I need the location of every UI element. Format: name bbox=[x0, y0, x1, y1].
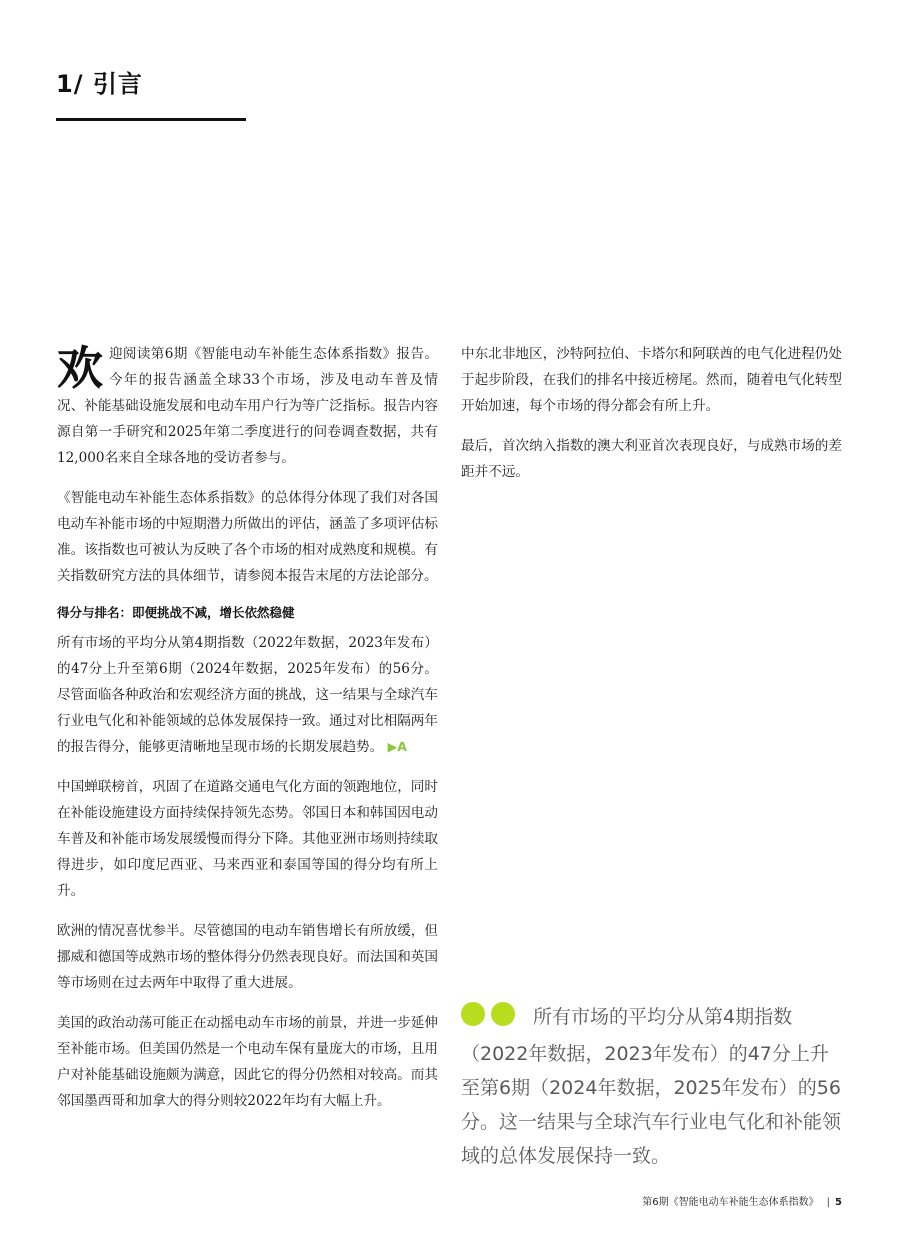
americas-paragraph: 美国的政治动荡可能正在动摇电动车市场的前景，并进一步延伸至补能市场。但美国仍然是一个电动车保有量庞大的市场，且用户对补能基础设施颇为满意，因此它的得分仍然相对较高。而其邻国墨西哥和加拿大的得分则较2022年均有大幅上升。 bbox=[57, 1015, 438, 1109]
pull-quote bbox=[461, 1000, 845, 1173]
section-title: 1/ 引言 bbox=[56, 70, 143, 98]
footer-separator: | bbox=[826, 1197, 831, 1208]
left-column bbox=[57, 341, 438, 1128]
scores-rankings-subheading: 得分与排名：即便挑战不减，增长依然稳健 bbox=[57, 605, 295, 620]
average-score-text: 所有市场的平均分从第4期指数（2022年数据，2023年发布）的47分上升至第6期（2024年数据，2025年发布）的56分。尽管面临各种政治和宏观经济方面的挑战，这一结果与全球汽车行业电气化和补能领域的总体发展保持一致。通过对比相隔两年的报告得分，能够更清晰地呈现市场的长期发展趋势。 bbox=[57, 635, 438, 755]
europe-paragraph: 欧洲的情况喜忧参半。尽管德国的电动车销售增长有所放缓，但挪威和德国等成熟市场的整体得分仍然表现良好。而法国和英国等市场则在过去两年中取得了重大进展。 bbox=[57, 923, 438, 991]
pull-quote-text: 所有市场的平均分从第4期指数（2022年数据，2023年发布）的47分上升至第6期（2024年数据，2025年发布）的56分。这一结果与全球汽车行业电气化和补能领域的总体发展保持一致。 bbox=[461, 1006, 842, 1167]
page-number: 5 bbox=[835, 1197, 842, 1208]
page-footer bbox=[642, 1193, 842, 1208]
footer-publication-title: 第6期《智能电动车补能生态体系指数》 bbox=[642, 1197, 819, 1208]
quote-mark-icon bbox=[461, 1002, 521, 1037]
average-score-paragraph bbox=[57, 630, 438, 760]
right-column bbox=[461, 341, 842, 499]
quote-dot-left bbox=[461, 1002, 485, 1026]
intro-text: 迎阅读第6期《智能电动车补能生态体系指数》报告。今年的报告涵盖全球33个市场，涉及电动车普及情况、补能基础设施发展和电动车用户行为等广泛指标。报告内容源自第一手研究和2025年第二季度进行的问卷调查数据，共有12,000名来自全球各地的受访者参与。 bbox=[57, 346, 438, 466]
intro-paragraph bbox=[57, 341, 438, 471]
mena-paragraph: 中东北非地区，沙特阿拉伯、卡塔尔和阿联酋的电气化进程仍处于起步阶段，在我们的排名中接近榜尾。然而，随着电气化转型开始加速，每个市场的得分都会有所上升。 bbox=[461, 346, 842, 414]
title-underline bbox=[56, 118, 246, 121]
index-overview-paragraph: 《智能电动车补能生态体系指数》的总体得分体现了我们对各国电动车补能市场的中短期潜力所做出的评估，涵盖了多项评估标准。该指数也可被认为反映了各个市场的相对成熟度和规模。有关指数研究方法的具体细节，请参阅本报告末尾的方法论部分。 bbox=[57, 490, 438, 584]
figure-a-reference-link[interactable]: ▶A bbox=[387, 739, 407, 754]
quote-dot-right bbox=[491, 1002, 515, 1026]
china-asia-paragraph: 中国蝉联榜首，巩固了在道路交通电气化方面的领跑地位，同时在补能设施建设方面持续保持领先态势。邻国日本和韩国因电动车普及和补能市场发展缓慢而得分下降。其他亚洲市场则持续取得进步，如印度尼西亚、马来西亚和泰国等国的得分均有所上升。 bbox=[57, 779, 438, 899]
australia-paragraph: 最后，首次纳入指数的澳大利亚首次表现良好，与成熟市场的差距并不远。 bbox=[461, 438, 842, 480]
dropcap-letter: 欢 bbox=[57, 341, 103, 395]
